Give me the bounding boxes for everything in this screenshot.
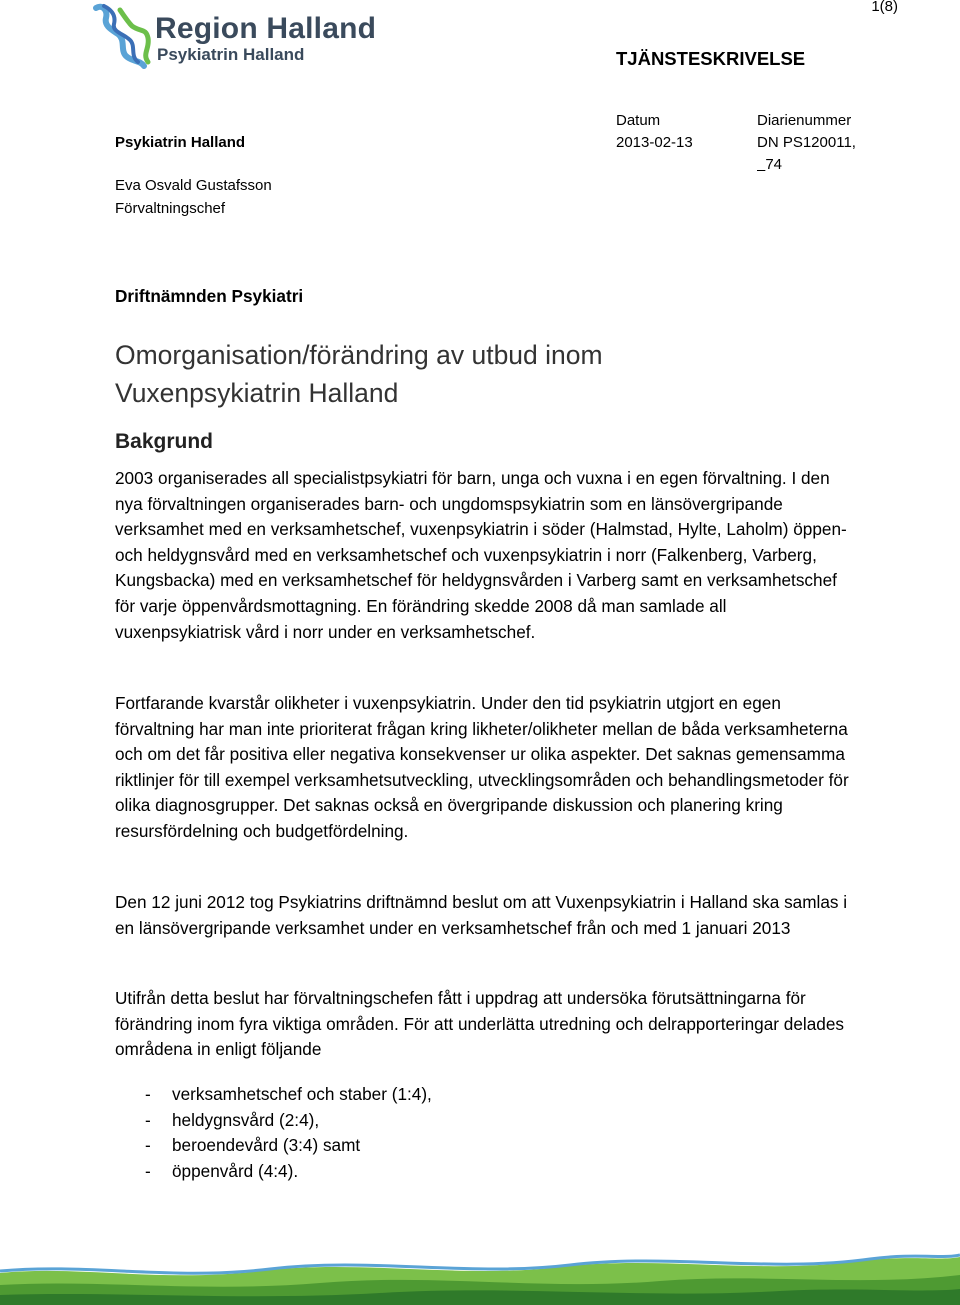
paragraph-2: Fortfarande kvarstår olikheter i vuxenpsykiatrin. Under den tid psykiatrin utgjort en egen förvaltning har man inte prioriterat frågan kring likheter/olikheter mellan de båda verksamheterna och om det får positiva eller negativa konsekvenser ur olika aspekter. Det saknas gemensamma riktlinjer för till exempel verksamhetsutveckling, utvecklingsområden och behandlingsmetoder för olika diagnosgrupper. Det saknas också en övergripande diskussion och planering kring resursfördelning och budgetfördelning.	[115, 693, 849, 841]
date-label: Datum	[616, 112, 661, 129]
list-dash: -	[145, 1109, 151, 1130]
title-line-2: Vuxenpsykiatrin Halland	[115, 378, 399, 408]
list-item	[145, 1108, 432, 1134]
list-item-text: öppenvård (4:4).	[172, 1160, 299, 1181]
author-name: Eva Osvald Gustafsson	[115, 177, 272, 194]
paragraph-3: Den 12 juni 2012 tog Psykiatrins driftnämnd beslut om att Vuxenpsykiatrin i Halland ska samlas i en länsövergripande verksamhet under en verksamhetschef från och med 1 januari 2013	[115, 892, 848, 938]
page-title	[115, 336, 895, 412]
area-list	[145, 1082, 432, 1184]
sender-org: Psykiatrin Halland	[115, 134, 246, 151]
recipient: Driftnämnden Psykiatri	[115, 286, 304, 306]
footer-grass-decoration	[0, 1235, 960, 1305]
logo-unit-name: Psykiatrin Halland	[157, 45, 305, 64]
document-type: TJÄNSTESKRIVELSE	[616, 48, 806, 69]
list-item	[145, 1133, 432, 1159]
list-dash: -	[145, 1135, 151, 1156]
author-title: Förvaltningschef	[115, 200, 226, 217]
list-item-text: beroendevård (3:4) samt	[172, 1135, 361, 1156]
list-item-text: verksamhetschef och staber (1:4),	[172, 1084, 432, 1104]
title-line-1: Omorganisation/förändring av utbud inom	[115, 340, 603, 370]
logo-org-name: Region Halland	[155, 12, 377, 45]
paragraph-1: 2003 organiserades all specialistpsykiatri för barn, unga och vuxna i en egen förvaltning. I den nya förvaltningen organiserades barn- och ungdomspsykiatrin som en länsövergripande verksamhet med en verksamhetschef, vuxenpsykiatrin i söder (Halmstad, Hylte, Laholm) öppen- och heldygnsvård med en verksamhetschef och vuxenpsykiatrin i norr (Falkenberg, Varberg, Kungsbacka) med en verksamhetschef för heldygnsvården i Varberg samt en verksamhetschef för varje öppenvårdsmottagning. En förändring skedde 2008 då man samlade all vuxenpsykiatrisk vård i norr under en verksamhetschef.	[115, 468, 847, 642]
list-item	[145, 1159, 432, 1185]
section-heading: Bakgrund	[115, 430, 214, 453]
diarie-value: DN PS120011,	[757, 134, 856, 151]
list-dash: -	[145, 1084, 151, 1104]
diarie-paragraph	[757, 156, 782, 174]
diarie-paragraph-number: 74	[765, 156, 783, 173]
diarie-label: Diarienummer	[757, 112, 852, 129]
list-dash: -	[145, 1160, 151, 1181]
date-value: 2013-02-13	[616, 134, 693, 151]
paragraph-4: Utifrån detta beslut har förvaltningschefen fått i uppdrag att undersöka förutsättningarna för förändring inom fyra viktiga områden. För att underlätta utredning och delrapporteringar delades områdena in enligt följande	[115, 988, 844, 1060]
list-item-text: heldygnsvård (2:4),	[172, 1109, 320, 1130]
page-number: 1(8)	[871, 0, 898, 15]
list-item	[145, 1082, 432, 1108]
